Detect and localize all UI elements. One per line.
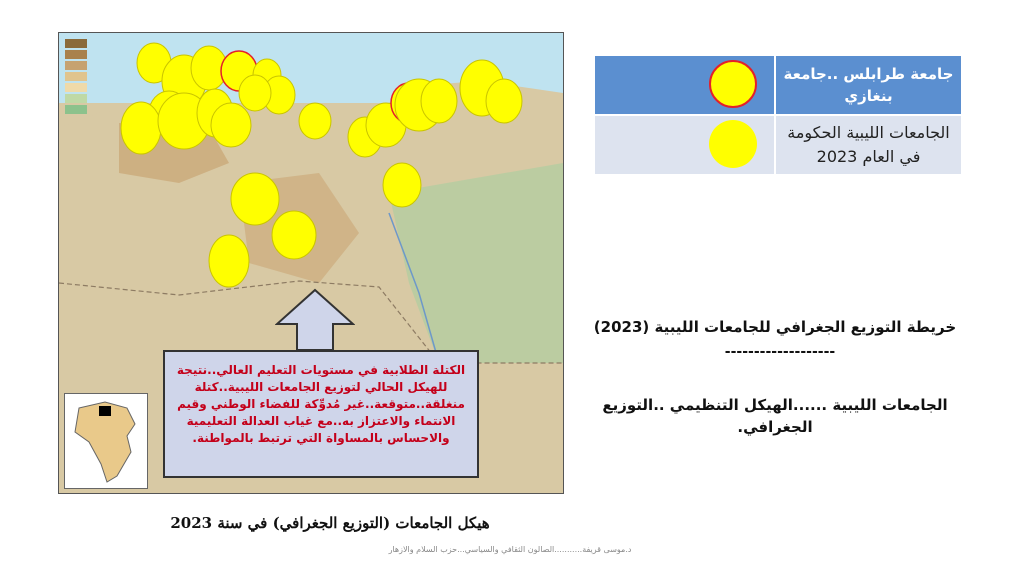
- legend-row-public-universities: [594, 115, 961, 174]
- university-marker: [231, 173, 279, 225]
- university-marker: [421, 79, 457, 123]
- legend-row-tripoli-benghazi: [594, 56, 961, 115]
- university-marker: [383, 163, 421, 207]
- university-marker: [121, 102, 161, 154]
- university-marker: [209, 235, 249, 287]
- legend-label-1: جامعة طرابلس ..جامعة بنغازي: [775, 56, 961, 115]
- university-marker: [486, 79, 522, 123]
- university-marker: [239, 75, 271, 111]
- map-title: خريطة التوزيع الجغرافي للجامعات الليبية (2023): [593, 318, 957, 336]
- university-marker: [299, 103, 331, 139]
- map-subtitle: الجامعات الليبية ......الهيكل التنظيمي ..التوزيع الجغرافي.: [602, 396, 948, 436]
- africa-inset-map: [65, 394, 147, 488]
- callout-box: [163, 350, 479, 478]
- legend-label-2: الجامعات الليبية الحكومة في العام 2023: [775, 115, 961, 174]
- dot-red-outline-icon: [709, 60, 757, 108]
- africa-inset: [64, 393, 148, 489]
- legend-swatch-red-outline: [594, 56, 775, 115]
- legend-swatch-yellow: [594, 115, 775, 174]
- elevation-legend: [65, 39, 87, 114]
- dot-yellow-icon: [709, 120, 757, 168]
- university-marker: [211, 103, 251, 147]
- title-separator: -------------------: [724, 344, 836, 360]
- footer-credit: د.موسى قريفة...........الصالون الثقافي والسياسي...حزب السلام والازهار: [388, 545, 632, 554]
- callout-arrow: [275, 288, 355, 352]
- map-caption: هيكل الجامعات (التوزيع الجغرافي) في سنة 2023: [170, 514, 490, 532]
- callout-text: الكتلة الطلابية في مستويات التعليم العالي..نتيجة للهيكل الحالي لتوزيع الجامعات الليبية..كتلة منغلقة..متوقعة..غير مُدوِّكة للفضاء الوطني وقيم الانتماء والاعتزاز به..مع غياب العدالة التعليمية والاحساس بالمساواة التي ترتبط بالمواطنة.: [176, 363, 466, 445]
- university-marker: [272, 211, 316, 259]
- legend-table: [593, 56, 961, 174]
